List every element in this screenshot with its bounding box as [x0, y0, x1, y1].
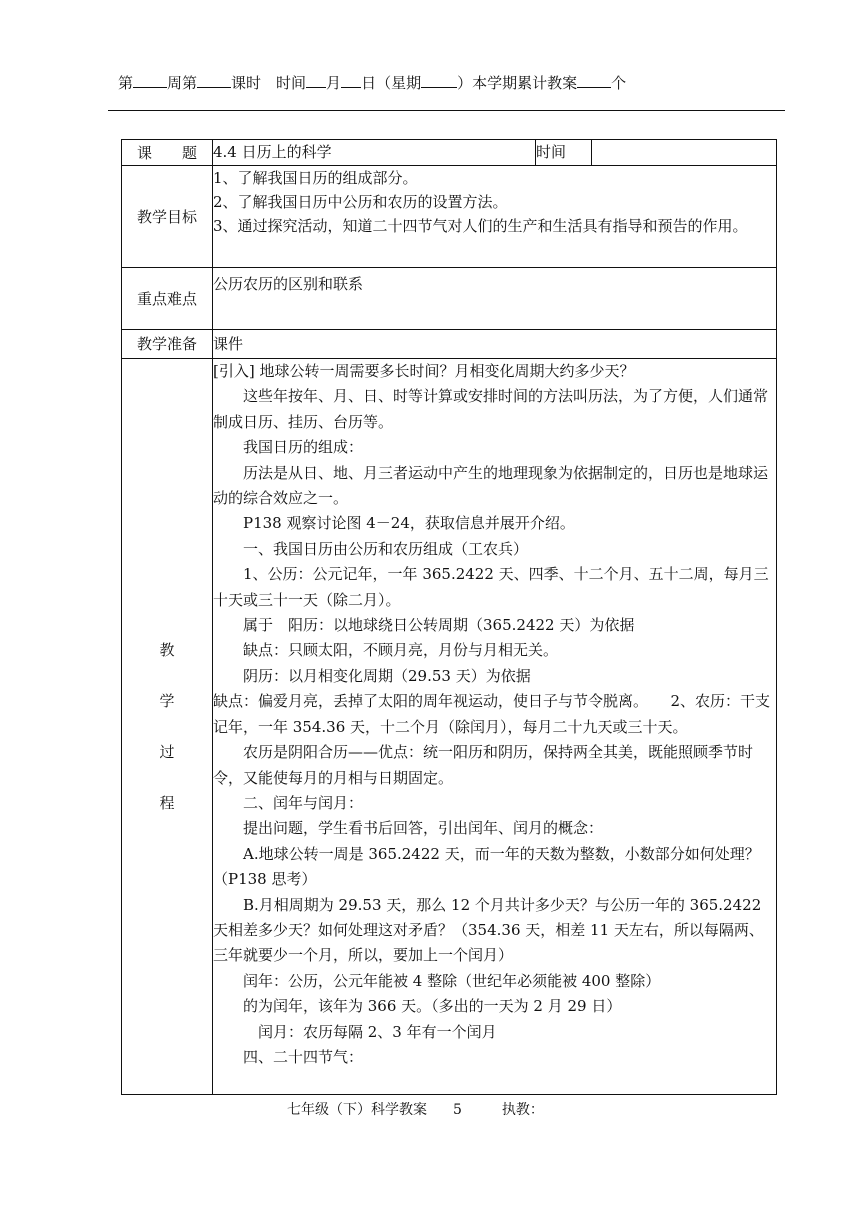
day-blank: [341, 73, 361, 88]
process-label-char: 学: [159, 691, 175, 710]
process-line: 这些年按年、月、日、时等计算或安排时间的方法叫历法，为了方便，人们通常制成日历、挂历、台历等。: [213, 387, 769, 431]
prep-value: 课件: [213, 330, 777, 359]
process-row: [122, 359, 777, 1095]
footer-page-number: 5: [453, 1102, 462, 1118]
header-month-label: 月: [326, 74, 342, 92]
time-value: [592, 140, 777, 166]
process-line: 一、我国日历由公历和农历组成（工农兵）: [243, 539, 529, 558]
lesson-blank: [197, 73, 231, 88]
header-count-suffix: 个: [611, 74, 627, 92]
weekday-blank: [421, 73, 457, 88]
footer-teacher-label: 执教：: [501, 1102, 544, 1118]
week-blank: [133, 73, 167, 88]
process-line: A.地球公转一周是 365.2422 天，而一年的天数为整数，小数部分如何处理？（P138 思考）: [213, 844, 760, 889]
process-line: 阴历：以月相变化周期（29.53 天）为依据: [243, 666, 531, 685]
process-label-char: 过: [159, 742, 175, 761]
key-label: 重点难点: [122, 268, 213, 330]
goals-content: [213, 166, 777, 268]
header-rule: [108, 110, 785, 111]
footer-title: 七年级（下）科学教案: [287, 1102, 427, 1118]
process-content: [213, 359, 777, 1095]
process-line: 的为闰年，该年为 366 天。（多出的一天为 2 月 29 日）: [243, 997, 622, 1016]
process-line: P138 观察讨论图 4－24，获取信息并展开介绍。: [243, 514, 575, 533]
lesson-header: [118, 72, 778, 93]
process-line: 二、闰年与闰月：: [243, 793, 364, 812]
goal-item: 3、通过探究活动，知道二十四节气对人们的生产和生活具有指导和预告的作用。: [213, 217, 748, 235]
goals-row: [122, 166, 777, 268]
process-line: 闰年：公历，公元年能被 4 整除（世纪年必须能被 400 整除）: [243, 971, 661, 990]
process-label: [122, 359, 213, 1095]
process-line: 缺点：偏爱月亮，丢掉了太阳的周年视运动，使日子与节令脱离。 2、农历：干支记年，一年 354.36 天，十二个月（除闰月），每月二十九天或三十天。: [213, 692, 771, 736]
process-line: 四、二十四节气：: [243, 1047, 364, 1066]
process-label-char: 程: [159, 793, 175, 812]
process-line: 我国日历的组成：: [243, 438, 364, 457]
goal-item: 2、了解我国日历中公历和农历的设置方法。: [213, 193, 508, 211]
header-week-prefix: 第: [118, 74, 134, 92]
header-weekday-label: 日（星期: [361, 74, 422, 92]
process-line: 历法是从日、地、月三者运动中产生的地理现象为依据制定的，日历也是地球运动的综合效应之一。: [213, 463, 769, 508]
topic-value: 4.4 日历上的科学: [213, 140, 536, 166]
process-line: [引入] 地球公转一周需要多长时间？月相变化周期大约多少天？: [213, 362, 635, 380]
page-footer: [287, 1099, 544, 1119]
total-blank: [577, 73, 611, 88]
topic-row: [122, 140, 777, 166]
process-line: 闰月：农历每隔 2、3 年有一个闰月: [258, 1022, 497, 1041]
process-line: B.月相周期为 29.53 天，那么 12 个月共计多少天？与公历一年的 365.2422 天相差多少天？如何处理这对矛盾？（354.36 天，相差 11 天左右，所以每隔两、三年就要少一个月，所以，要加上一个闰月）: [213, 895, 764, 965]
topic-label: 课 题: [122, 140, 213, 166]
process-line: 属于 阳历：以地球绕日公转周期（365.2422 天）为依据: [243, 616, 635, 635]
goal-item: 1、了解我国日历的组成部分。: [213, 169, 418, 187]
header-total-label: ）本学期累计教案: [457, 74, 578, 92]
process-line: 缺点：只顾太阳，不顾月亮，月份与月相无关。: [243, 641, 559, 660]
key-value: 公历农历的区别和联系: [213, 268, 777, 330]
header-time-label: 课时 时间: [231, 74, 307, 92]
month-blank: [306, 73, 326, 88]
process-label-char: 教: [159, 640, 175, 659]
process-line: 提出问题，学生看书后回答，引出闰年、闰月的概念：: [243, 819, 604, 838]
lesson-plan-table: [121, 139, 777, 1095]
header-lesson-prefix: 周第: [167, 74, 198, 92]
process-line: 农历是阴阳合历——优点：统一阳历和阴历，保持两全其美，既能照顾季节时令，又能使每月的月相与日期固定。: [213, 743, 754, 787]
key-row: [122, 268, 777, 330]
goals-label: 教学目标: [122, 166, 213, 268]
prep-row: [122, 330, 777, 359]
time-label: 时间: [536, 140, 592, 166]
prep-label: 教学准备: [122, 330, 213, 359]
process-line: 1、公历：公元记年，一年 365.2422 天、四季、十二个月、五十二周，每月三十天或三十一天（除二月）。: [213, 565, 769, 609]
